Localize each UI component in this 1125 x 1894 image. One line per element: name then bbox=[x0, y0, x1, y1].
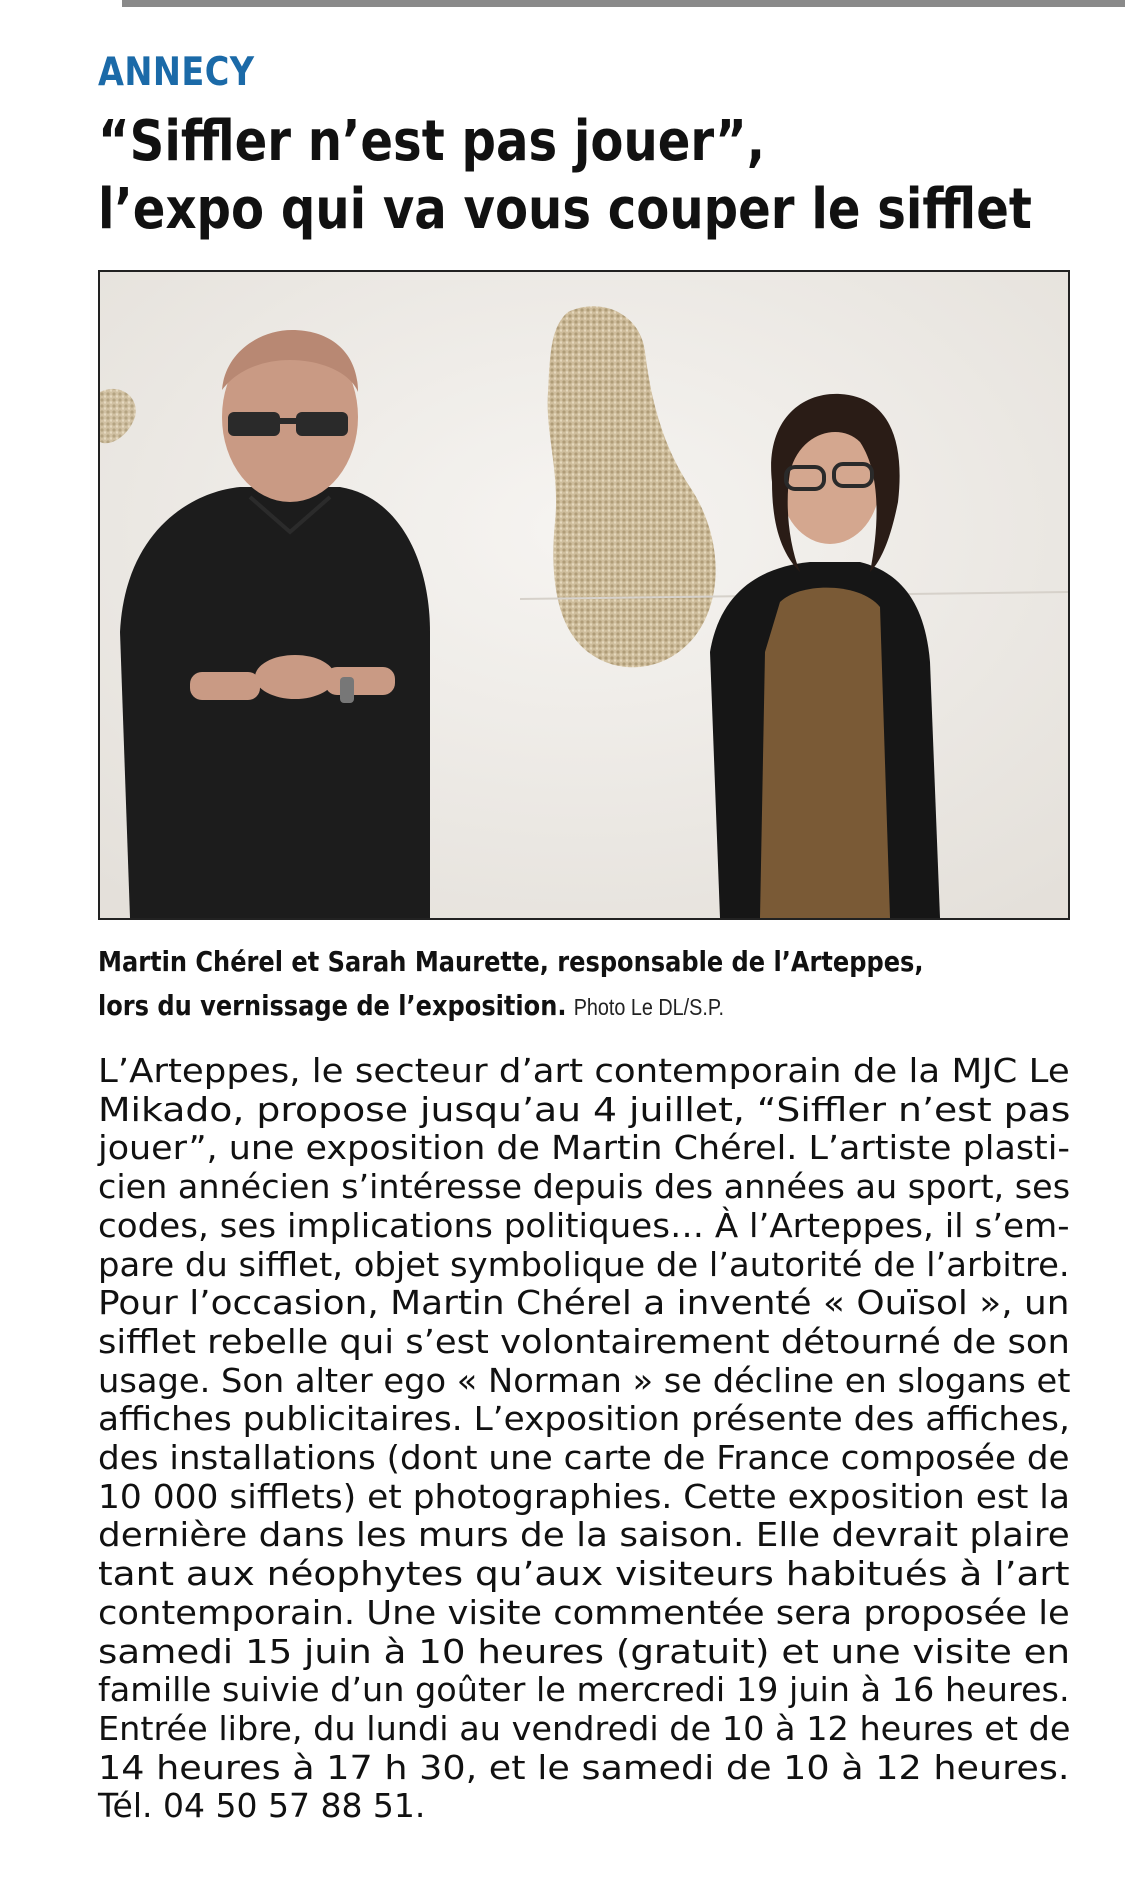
caption-line-1: Martin Chérel et Sarah Maurette, responsable de l’Arteppes, bbox=[98, 945, 924, 978]
body-line: sifflet rebelle qui s’est volontairement détourné de son bbox=[98, 1321, 1070, 1361]
headline bbox=[98, 108, 1061, 244]
body-line: tant aux néophytes qu’aux visiteurs habitués à l’art bbox=[98, 1554, 1070, 1594]
article-body bbox=[98, 1052, 1070, 1826]
body-line: affiches publicitaires. L’exposition présente des affiches, bbox=[98, 1399, 1070, 1439]
body-line: pare du sifflet, objet symbolique de l’autorité de l’arbitre. bbox=[98, 1244, 1070, 1284]
body-line: Pour l’occasion, Martin Chérel a inventé « Ouïsol », un bbox=[98, 1283, 1070, 1323]
body-line: samedi 15 juin à 10 heures (gratuit) et une visite en bbox=[98, 1631, 1071, 1671]
photo-credit: Photo Le DL/S.P. bbox=[573, 994, 724, 1020]
body-line: famille suivie d’un goûter le mercredi 19 juin à 16 heures. bbox=[98, 1670, 1070, 1710]
body-line: cien annécien s’intéresse depuis des années au sport, ses bbox=[98, 1167, 1071, 1207]
body-line: dernière dans les murs de la saison. Elle devrait plaire bbox=[98, 1515, 1070, 1555]
body-line: contemporain. Une visite commentée sera proposée le bbox=[98, 1592, 1070, 1632]
top-rule bbox=[122, 0, 1125, 7]
article-photo bbox=[98, 270, 1070, 920]
body-line: Tél. 04 50 57 88 51. bbox=[98, 1786, 426, 1826]
caption-line-2: lors du vernissage de l’exposition. bbox=[98, 989, 567, 1022]
body-line: jouer”, une exposition de Martin Chérel. L’artiste plasti- bbox=[98, 1128, 1070, 1168]
body-line: Mikado, propose jusqu’au 4 juillet, “Siffler n’est pas bbox=[98, 1089, 1071, 1129]
headline-line-1: “Siffler n’est pas jouer”, bbox=[98, 109, 766, 174]
body-line: 14 heures à 17 h 30, et le samedi de 10 à 12 heures. bbox=[98, 1747, 1070, 1787]
body-line: 10 000 sifflets) et photographies. Cette exposition est la bbox=[98, 1476, 1070, 1516]
body-line: des installations (dont une carte de France composée de bbox=[98, 1438, 1070, 1478]
body-line: L’Arteppes, le secteur d’art contemporain de la MJC Le bbox=[98, 1051, 1070, 1090]
photo-caption bbox=[98, 940, 1078, 1029]
body-line: codes, ses implications politiques… À l’Arteppes, il s’em- bbox=[98, 1205, 1070, 1245]
headline-line-2: l’expo qui va vous couper le sifflet bbox=[98, 177, 1032, 242]
section-kicker: ANNECY bbox=[98, 50, 255, 95]
body-line: usage. Son alter ego « Norman » se décline en slogans et bbox=[98, 1360, 1071, 1400]
body-line: Entrée libre, du lundi au vendredi de 10 à 12 heures et de bbox=[98, 1708, 1071, 1748]
